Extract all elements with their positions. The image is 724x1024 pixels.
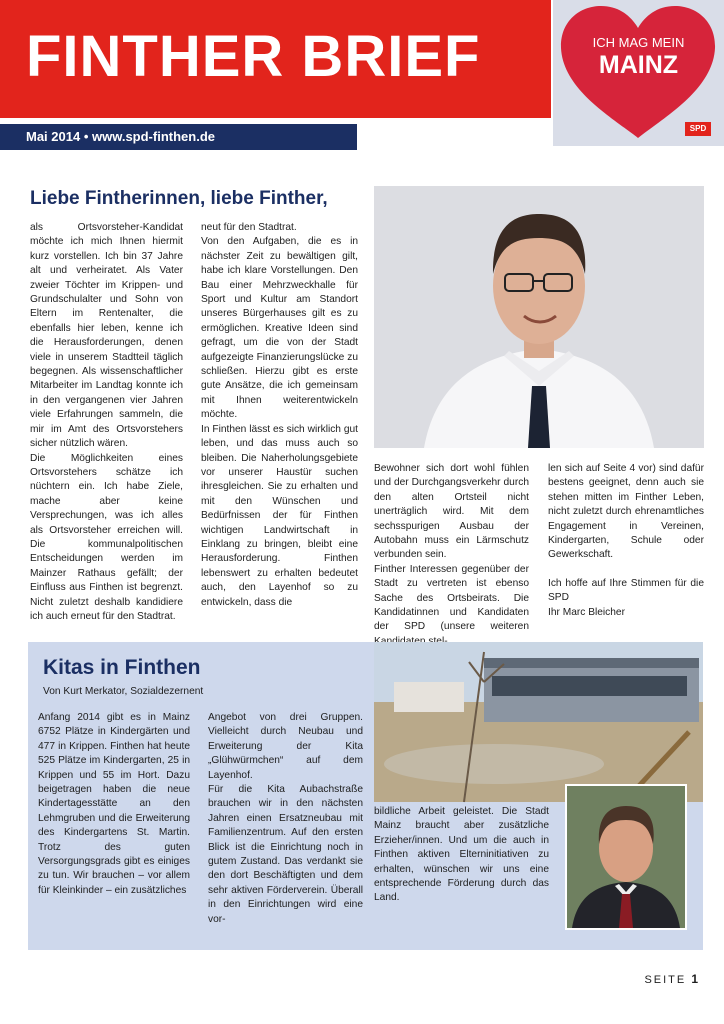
kita-building-photo <box>374 642 703 802</box>
paragraph: Angebot von drei Gruppen. Vielleicht durch Neubau und Erweiterung der Kita „Glühwürmchen“ auf dem Layenhof. <box>208 712 363 781</box>
paragraph: bildliche Arbeit geleistet. Die Stadt Mainz braucht aber zusätzliche Erzieher/innen. Und um die auch in Finthen aktiven Elterninitiativen zu erhalten, wünschen wir uns eine entsprechende Förderung durch das Land. <box>374 806 549 904</box>
heart-text-line2: MAINZ <box>598 51 679 79</box>
ich-mag-mein-mainz-logo <box>553 0 724 146</box>
newsletter-title: FINTHER BRIEF <box>26 24 481 89</box>
candidate-portrait-photo <box>374 186 704 448</box>
page-number-value: 1 <box>691 972 700 986</box>
kitas-column-3 <box>374 805 549 945</box>
paragraph: len sich auf Seite 4 vor) sind dafür bestens geeignet, denn auch sie stehen mitten im Finther Leben, nicht zuletzt durch ehrenamtliches Engagement in Vereinen, Kindergarten, Schule oder Gewerkschaft. <box>548 463 704 561</box>
page-label: SEITE <box>644 974 687 986</box>
heart-text-line1: ICH MAG MEIN <box>592 35 685 50</box>
paragraph: Bewohner sich dort wohl fühlen und der Durchgangsverkehr durch den alten Ortsteil nicht unerträglich wird. Mit dem sechsspurigen Ausbau der Autobahn muss ein Lärmschutz verbunden sein. <box>374 463 529 561</box>
kitas-column-2 <box>208 711 363 943</box>
article-column-1 <box>30 221 183 631</box>
kitas-article-box <box>28 642 703 950</box>
paragraph: neut für den Stadtrat. <box>201 222 297 233</box>
kita-image <box>374 642 703 802</box>
article-column-4 <box>548 462 704 634</box>
article-column-2 <box>201 221 358 631</box>
author-portrait-photo <box>565 784 687 930</box>
paragraph: Ich hoffe auf Ihre Stimmen für die SPD <box>548 577 704 604</box>
kitas-heading: Kitas in Finthen <box>43 656 201 679</box>
article-column-3 <box>374 462 529 634</box>
author-image <box>567 786 685 928</box>
portrait-image <box>374 186 704 448</box>
paragraph: Anfang 2014 gibt es in Mainz 6752 Plätze in Kindergärten und 477 in Krippen. Finthen hat heute 525 Plätze im Kindergarten, 25 in Krippen und 55 im Hort. Dazu beigetragen haben die neue Kindertagesstätte an den Lehmgruben und die Erweiterung des Kindergartens St. Martin. Trotz des guten Versorgungsgrads gibt es einiges zu tun. Wir brauchen – vor allem für Kleinkinder – ein zusätzliches <box>38 712 190 896</box>
signature-line: Ihr Marc Bleicher <box>548 606 625 618</box>
date-url-bar: Mai 2014 • www.spd-finthen.de <box>0 124 357 150</box>
paragraph: als Ortsvorsteher-Kandidat möchte ich mich Ihnen hiermit kurz vorstellen. Ich bin 37 Jahre alt und verheiratet. Als Vater zweier Töchter im Krippen- und Grundschulalter und Sohn von Eltern im Rentenalter, die ebenfalls hier leben, kenne ich die Herausforderungen, denen viele in unserem Stadtteil täglich begegnen. Als wissenschaftlicher Mitarbeiter im Landtag konnte ich in den vergangenen vier Jahren viele Erfahrungen sammeln, die mir im Amt des Ortsvorstehers sicher nützlich wären. <box>30 222 183 450</box>
page-number <box>644 972 700 986</box>
masthead-banner <box>0 0 551 118</box>
paragraph: Finther Interessen gegenüber der Stadt zu vertreten ist ebenso Sache des Ortsbeirats. Die Kandidatinnen und Kandidaten der SPD (unsere weiteren <box>374 563 529 633</box>
paragraph: In Finthen lässt es sich wirklich gut leben, und das muss auch so bleiben. Die Naherholungsgebiete vor unserer Haustür suchen ihresgleichen. Sie zu erhalten und mit den Wünschen und Bedürfnissen der für Finthen wichtigen Landwirtschaft in Einklang zu bringen, bleibt eine Herausforderung. Finthen lebenswert zu erhalten bedeutet auch, den Layenhof so zu entwickeln, dass die <box>201 423 358 608</box>
spd-logo: SPD <box>685 122 711 136</box>
paragraph: Für die Kita Aubachstraße brauchen wir in den nächsten Jahren einen Ersatzneubau mit Familienzentrum. Auf den ersten Blick ist die Einrichtung noch in gutem Zustand. Das verdankt sie den dort Beschäftigten und dem sehr aktiven Förderverein. Überall in den Einrichtungen wird eine vor- <box>208 784 363 925</box>
paragraph: Die Möglichkeiten eines Ortsvorstehers schätze ich nüchtern ein. Ich habe Ziele, mache aber keine Versprechungen, was ich alles als Ortsvorsteher erreichen will. Die kommunalpolitischen Entscheidungen werden im Mainzer Rathaus gefällt; der Einfluss aus Finthen ist begrenzt. Nicht zuletzt deshalb kandidiere ich auch erneut für den Stadtrat. <box>30 452 183 622</box>
kitas-column-1 <box>38 711 190 943</box>
paragraph: Von den Aufgaben, die es in nächster Zeit zu bewältigen gilt, habe ich klare Vorstellungen. Den Bau einer Mehrzweckhalle für Sport und Kultur am Standort unseres Bürgerhauses gilt es zu ermöglichen. Kreative Ideen sind gefragt, um die von der Stadt aufgezeigte Finanzierungslücke zu schließen. Hierzu gibt es erste gute Ansätze, die ich gemeinsam mit Ihnen weiterentwickeln möchte. <box>201 236 358 421</box>
kitas-byline: Von Kurt Merkator, Sozialdezernent <box>43 686 204 697</box>
article-heading: Liebe Fintherinnen, liebe Finther, <box>30 188 328 209</box>
